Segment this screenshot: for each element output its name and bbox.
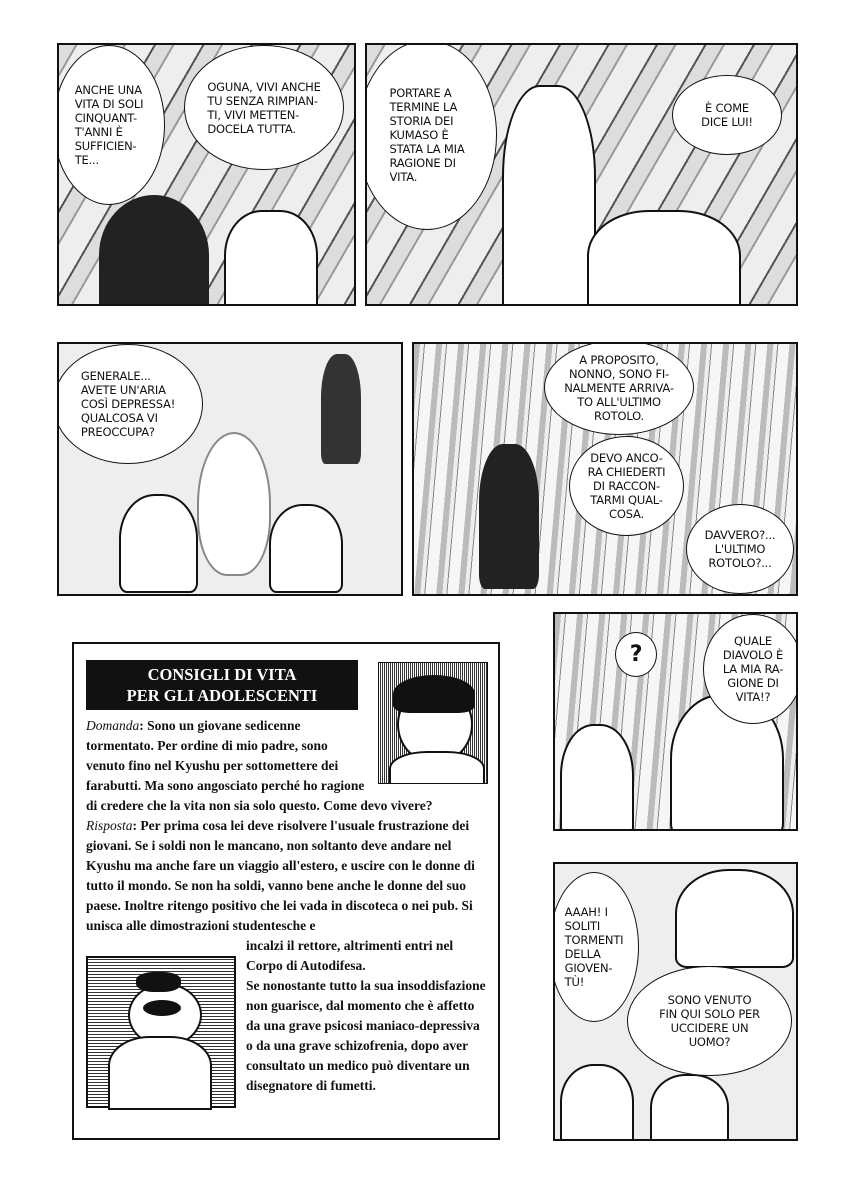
panel-2 — [365, 43, 798, 306]
answer-paragraph — [86, 816, 488, 936]
speech-bubble: PORTARE A TERMINE LA STORIA DEI KUMASO È STATA LA MIA RAGIONE DI VITA. — [365, 43, 497, 230]
panel-5 — [553, 612, 798, 831]
speech-bubble: DEVO ANCO- RA CHIEDERTI DI RACCON- TARMI QUAL- COSA. — [569, 436, 684, 536]
column-title: CONSIGLI DI VITA PER GLI ADOLESCENTI — [86, 660, 358, 710]
standing-figure — [321, 354, 361, 464]
speech-bubble: AAAH! I SOLITI TORMENTI DELLA GIOVEN- TÙ! — [553, 872, 639, 1022]
boy-figure — [650, 1074, 729, 1141]
kumaso-figure — [502, 85, 596, 306]
sunglasses-man-illustration — [86, 956, 236, 1108]
answer-label: Risposta — [86, 818, 133, 833]
boy-figure — [269, 504, 343, 593]
answer-text: : Per prima cosa lei deve risolvere l'usuale frustrazione dei giovani. Se i soldi non le mancano, non soltanto deve andare nel Kyushu ma anche fare un viaggio all'estero, e uscire con le donne di tutto il mondo. Se non ha soldi, vanno bene anche le donne del suo paese. Inoltre ritengo positivo che lei vada in discoteca o nei pub. Si unisca alle dimostrazioni studentesche e — [86, 818, 475, 933]
speech-bubble: A PROPOSITO, NONNO, SONO FI- NALMENTE ARRIVA- TO ALL'ULTIMO ROTOLO. — [544, 342, 694, 435]
question-label: Domanda — [86, 718, 140, 733]
campfire — [199, 434, 269, 574]
boy-figure — [224, 210, 318, 306]
portrait-illustration — [378, 662, 488, 784]
boy-figure — [587, 210, 741, 306]
speech-bubble: È COME DICE LUI! — [672, 75, 782, 155]
answer-text-2: incalzi il rettore, altrimenti entri nel Corpo di Autodifesa. — [246, 938, 454, 973]
answer-row — [86, 936, 488, 1108]
seated-general-figure — [560, 724, 634, 831]
answer-text-3: Se nonostante tutto la sua insoddisfazione non guarisce, dal momento che è affetto da una grave psicosi maniaco-depressiva o da una grave schizofrenia, dopo aver consultato un medico può diventare un disegnatore di fumetti. — [246, 978, 486, 1093]
panel-3 — [57, 342, 403, 596]
panel-1 — [57, 43, 356, 306]
advice-column — [72, 642, 500, 1140]
question-text: : Sono un giovane sedicenne tormentato. Per ordine di mio padre, sono venuto fino nel Kyushu per sottomettere dei farabutti. Ma sono angosciato perché ho ragione di credere che la vita non sia solo questo. Come devo vivere? — [86, 718, 433, 813]
speech-bubble: DAVVERO?... L'ULTIMO ROTOLO?... — [686, 504, 794, 594]
panel-4 — [412, 342, 798, 596]
panel-6 — [553, 862, 798, 1141]
speech-bubble: SONO VENUTO FIN QUI SOLO PER UCCIDERE UN UOMO? — [627, 966, 792, 1076]
question-bubble: ? — [615, 632, 657, 677]
speech-bubble: ANCHE UNA VITA DI SOLI CINQUANT- T'ANNI È SUFFICIEN- TE... — [57, 45, 165, 205]
speech-bubble: GENERALE... AVETE UN'ARIA COSÌ DEPRESSA! QUALCOSA VI PREOCCUPA? — [57, 344, 203, 464]
elder-figure — [560, 1064, 634, 1141]
boy-walking-figure — [479, 444, 539, 589]
general-figure — [119, 494, 198, 593]
kneeling-figure — [675, 869, 794, 968]
speech-bubble: OGUNA, VIVI ANCHE TU SENZA RIMPIAN- TI, VIVI METTEN- DOCELA TUTTA. — [184, 45, 344, 170]
answer-text-continued — [246, 936, 488, 1096]
speech-bubble: QUALE DIAVOLO È LA MIA RA- GIONE DI VITA!? — [703, 614, 798, 724]
bearded-elder-figure — [99, 195, 209, 306]
